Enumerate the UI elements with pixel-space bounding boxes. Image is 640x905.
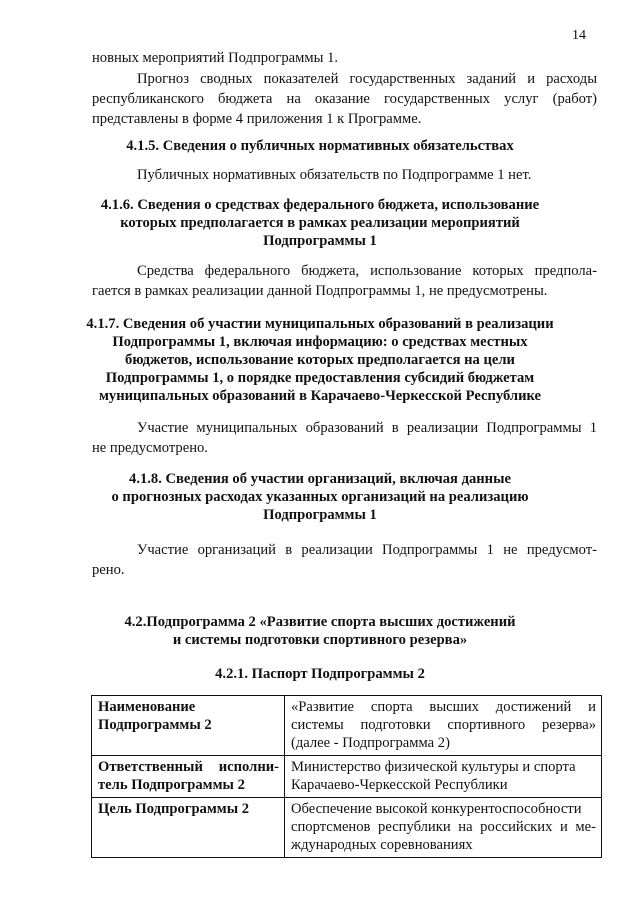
section-4-1-8-heading-line: 4.1.8. Сведения об участии организаций, включая данные — [129, 471, 511, 487]
table-row — [92, 696, 602, 756]
passport-value-line: Карачаево-Черкесской Республики — [291, 777, 508, 793]
section-4-1-6-text-line-2: гается в рамках реализации данной Подпрограммы 1, не предусмотрены. — [92, 283, 548, 299]
section-4-1-8-text-line-2: рено. — [92, 562, 125, 578]
passport-label-line: Цель Подпрограммы 2 — [98, 801, 250, 817]
passport-label-line: Подпрограммы 2 — [98, 717, 212, 733]
section-4-1-7-heading-line: 4.1.7. Сведения об участии муниципальных образований в реализации — [86, 316, 554, 332]
section-4-1-7-heading-line: муниципальных образований в Карачаево-Черкесской Республике — [98, 388, 542, 404]
section-4-2-1-heading: 4.2.1. Паспорт Подпрограммы 2 — [215, 666, 425, 682]
passport-label-cell — [92, 696, 285, 756]
passport-table — [91, 695, 602, 858]
continuation-text: новных мероприятий Подпрограммы 1. — [92, 50, 339, 66]
passport-value-line: (далее - Подпрограмма 2) — [291, 735, 450, 751]
section-4-1-7-text-line-2: не предусмотрено. — [92, 440, 208, 456]
section-4-1-7-heading-line: Подпрограммы 1, о порядке предоставления субсидий бюджетам — [105, 370, 535, 386]
passport-label-line: Ответственный исполни- — [98, 759, 279, 775]
forecast-line-3: представлены в форме 4 приложения 1 к Программе. — [92, 111, 422, 127]
section-4-1-8-text-line-1: Участие организаций в реализации Подпрограммы 1 не предусмот- — [137, 542, 597, 558]
section-4-1-7-heading-line: бюджетов, использование которых предполагается на цели — [125, 352, 515, 368]
passport-value-line: Министерство физической культуры и спорта — [291, 759, 576, 775]
passport-value-line: системы подготовки спортивного резерва» — [291, 717, 596, 733]
section-4-1-6-heading-line: Подпрограммы 1 — [263, 233, 377, 249]
section-4-1-6-heading-line: которых предполагается в рамках реализации мероприятий — [120, 215, 520, 231]
forecast-line-1: Прогноз сводных показателей государственных заданий и расходы — [137, 71, 597, 87]
passport-label-cell — [92, 756, 285, 798]
passport-value-line: спортсменов республики на российских и ме- — [291, 819, 596, 835]
section-4-2-heading-line: 4.2.Подпрограмма 2 «Развитие спорта высших достижений — [124, 614, 516, 630]
section-4-1-7-text-line-1: Участие муниципальных образований в реализации Подпрограммы 1 — [137, 420, 597, 436]
table-row — [92, 756, 602, 798]
page-number: 14 — [572, 28, 586, 43]
forecast-line-2: республиканского бюджета на оказание государственных услуг (работ) — [92, 91, 597, 107]
section-4-1-5-heading: 4.1.5. Сведения о публичных нормативных обязательствах — [126, 138, 514, 154]
section-4-1-8-heading-line: Подпрограммы 1 — [263, 507, 377, 523]
section-4-1-7-heading-line: Подпрограммы 1, включая информацию: о средствах местных — [112, 334, 528, 350]
section-4-1-6-heading-line: 4.1.6. Сведения о средствах федерального бюджета, использование — [100, 197, 540, 213]
section-4-1-6-text-line-1: Средства федерального бюджета, использование которых предпола- — [137, 263, 597, 279]
table-row — [92, 798, 602, 858]
section-4-1-5-text: Публичных нормативных обязательств по Подпрограмме 1 нет. — [137, 167, 532, 183]
passport-label-line: тель Подпрограммы 2 — [98, 777, 245, 793]
passport-value-line: Обеспечение высокой конкурентоспособности — [291, 801, 582, 817]
section-4-1-8-heading-line: о прогнозных расходах указанных организаций на реализацию — [111, 489, 529, 505]
passport-value-cell — [285, 756, 602, 798]
passport-value-line: ждународных соревнованиях — [291, 837, 473, 853]
passport-label-line: Наименование — [98, 699, 196, 715]
passport-label-cell — [92, 798, 285, 858]
passport-value-cell — [285, 798, 602, 858]
passport-value-line: «Развитие спорта высших достижений и — [291, 699, 596, 715]
section-4-2-heading-line: и системы подготовки спортивного резерва» — [172, 632, 468, 648]
passport-value-cell — [285, 696, 602, 756]
